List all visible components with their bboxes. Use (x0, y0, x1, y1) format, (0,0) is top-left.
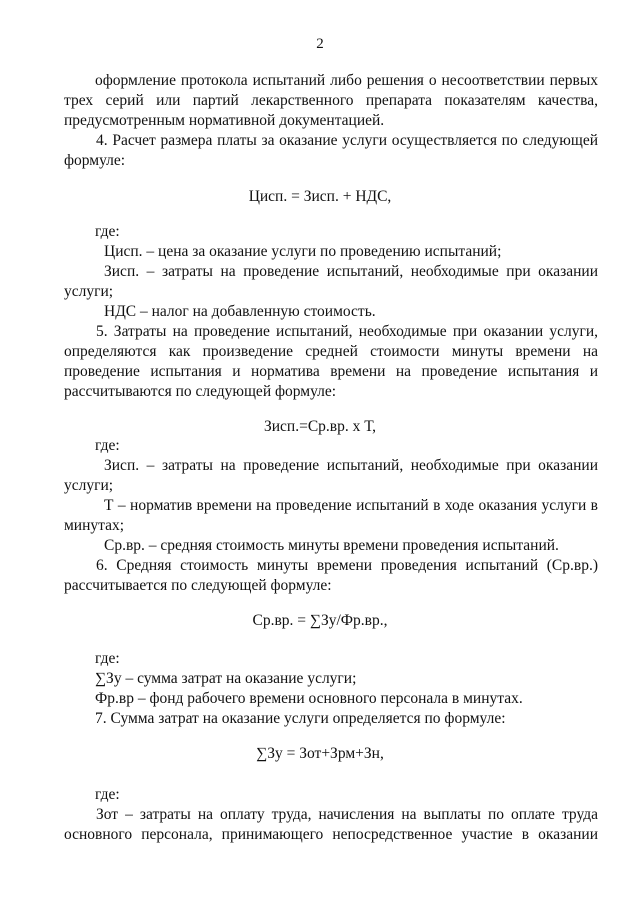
text-line: услуги; (64, 477, 114, 494)
page-number: 2 (316, 36, 324, 52)
text-line: где: (95, 437, 120, 454)
text-line: ∑Зу – сумма затрат на оказание услуги; (95, 670, 357, 687)
text-line: 5. Затраты на проведение испытаний, необходимые при оказании услуги, (96, 323, 598, 340)
text-line: минутах; (64, 517, 125, 534)
text-line: НДС – налог на добавленную стоимость. (104, 303, 376, 320)
text-line: где: (95, 650, 120, 667)
text-line: Ср.вр. – средняя стоимость минуты времени проведения испытаний. (104, 537, 559, 554)
text-line: услуги; (64, 283, 114, 300)
formula: Зисп.=Ср.вр. х Т, (263, 418, 377, 435)
text-line: основного персонала, принимающего непосредственное участие в оказании (64, 826, 598, 843)
formula: Цисп. = Зисп. + НДС, (248, 188, 392, 205)
text-line: Цисп. – цена за оказание услуги по проведению испытаний; (104, 243, 502, 260)
text-line: определяются как произведение средней стоимости минуты времени на (64, 343, 598, 360)
text-line: 6. Средняя стоимость минуты времени проведения испытаний (Ср.вр.) (96, 557, 598, 574)
text-line: Т – норматив времени на проведение испытаний в ходе оказания услуги в (104, 497, 598, 514)
text-line: рассчитываются по следующей формуле: (64, 383, 337, 400)
text-line: Зисп. – затраты на проведение испытаний, необходимые при оказании (104, 263, 598, 280)
text-line: формуле: (64, 152, 126, 169)
text-line: предусмотренным нормативной документацией. (64, 112, 385, 129)
text-line: Зот – затраты на оплату труда, начисления на выплаты по оплате труда (96, 806, 598, 823)
formula: ∑Зу = Зот+Зрм+Зн, (256, 745, 384, 762)
text-line: Фр.вр – фонд рабочего времени основного персонала в минутах. (95, 690, 523, 707)
text-line: где: (95, 223, 120, 240)
text-line: оформление протокола испытаний либо решения о несоответствии первых (95, 72, 598, 89)
text-line: Зисп. – затраты на проведение испытаний, необходимые при оказании (104, 457, 598, 474)
text-line: 7. Сумма затрат на оказание услуги определяется по формуле: (95, 710, 506, 727)
text-line: рассчитывается по следующей формуле: (64, 577, 332, 594)
text-line: где: (95, 786, 120, 803)
formula: Ср.вр. = ∑Зу/Фр.вр., (252, 612, 388, 629)
text-line: проведение испытания и норматива времени на проведение испытания и (64, 363, 598, 380)
text-line: 4. Расчет размера платы за оказание услуги осуществляется по следующей (96, 132, 598, 149)
text-line: трех серий или партий лекарственного препарата показателям качества, (64, 92, 598, 109)
